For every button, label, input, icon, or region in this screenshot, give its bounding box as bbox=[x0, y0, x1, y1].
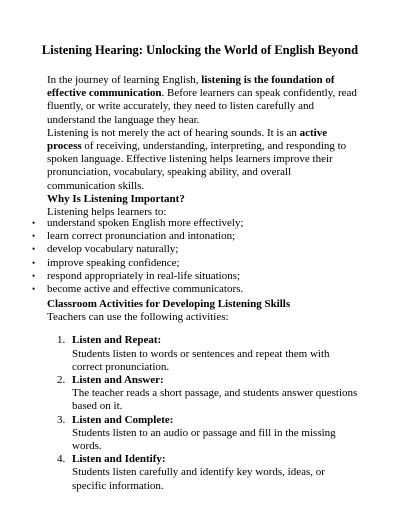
bullet-icon: • bbox=[32, 244, 36, 255]
activity-title: Listen and Complete: bbox=[72, 413, 174, 426]
activity-number: 3. bbox=[57, 413, 66, 426]
list-item-text: become active and effective communicators. bbox=[47, 283, 244, 296]
list-item bbox=[32, 283, 362, 296]
activity-description: The teacher reads a short passage, and students answer questions based on it. bbox=[72, 387, 358, 413]
list-item-text: improve speaking confidence; bbox=[47, 256, 180, 269]
list-item-text: develop vocabulary naturally; bbox=[47, 243, 179, 256]
intro-p1-text-a: In the journey of learning English, bbox=[47, 74, 202, 86]
bullet-icon: • bbox=[32, 270, 36, 281]
bullet-icon: • bbox=[32, 284, 36, 295]
benefits-list bbox=[32, 217, 362, 296]
activities-lead: Teachers can use the following activities: bbox=[47, 311, 229, 324]
intro-p1-text-b: . Before learners can speak confidently, read fluently, or write accurately, they need to listen carefully and understand the language they hear. bbox=[47, 87, 357, 126]
intro-p2-text-a: Listening is not merely the act of hearing sounds. It is an bbox=[47, 126, 300, 139]
list-item bbox=[32, 270, 362, 283]
bullet-icon: • bbox=[32, 231, 36, 242]
intro-paragraph-1 bbox=[47, 74, 359, 127]
activity-title: Listen and Answer: bbox=[72, 374, 164, 387]
bullet-icon: • bbox=[32, 218, 36, 228]
intro-p1-emphasis: listening is the foundation of effective communication bbox=[47, 74, 335, 100]
activity-item bbox=[47, 374, 359, 414]
activity-item bbox=[47, 414, 359, 454]
intro-section bbox=[47, 74, 359, 219]
list-item bbox=[32, 243, 362, 256]
activity-description: Students listen to words or sentences and repeat them with correct pronunciation. bbox=[72, 347, 330, 373]
intro-p2-text-b: of receiving, understanding, interpreting, and responding to spoken language. Effective listening helps learners improve their pronunciation, vocabulary, speaking ability, and overall communication skills. bbox=[47, 140, 347, 192]
why-lead: Listening helps learners to: bbox=[47, 206, 167, 219]
activity-description: Students listen carefully and identify key words, ideas, or specific information. bbox=[72, 466, 325, 492]
activities-list bbox=[47, 334, 359, 492]
activity-number: 1. bbox=[57, 334, 66, 347]
activity-description: Students listen to an audio or passage and fill in the missing words. bbox=[72, 426, 336, 453]
activity-item bbox=[47, 334, 359, 374]
list-item-text: understand spoken English more effectively; bbox=[47, 217, 244, 229]
activity-title: Listen and Identify: bbox=[72, 453, 166, 466]
activity-number: 2. bbox=[57, 374, 66, 387]
intro-paragraph-2 bbox=[47, 127, 359, 193]
intro-p2-emphasis: active process bbox=[47, 126, 328, 153]
list-item bbox=[32, 217, 362, 230]
activities-section bbox=[47, 298, 359, 493]
list-item bbox=[32, 230, 362, 243]
document-title: Listening Hearing: Unlocking the World of English Beyond bbox=[41, 43, 359, 57]
list-item-text: learn correct pronunciation and intonation; bbox=[47, 230, 236, 243]
activity-number: 4. bbox=[57, 453, 66, 466]
activity-title: Listen and Repeat: bbox=[72, 334, 162, 347]
activities-heading: Classroom Activities for Developing Listening Skills bbox=[47, 298, 291, 310]
why-heading: Why Is Listening Important? bbox=[47, 192, 185, 205]
bullet-icon: • bbox=[32, 257, 36, 268]
activity-item bbox=[47, 453, 359, 493]
list-item bbox=[32, 257, 362, 270]
list-item-text: respond appropriately in real-life situations; bbox=[47, 269, 241, 282]
